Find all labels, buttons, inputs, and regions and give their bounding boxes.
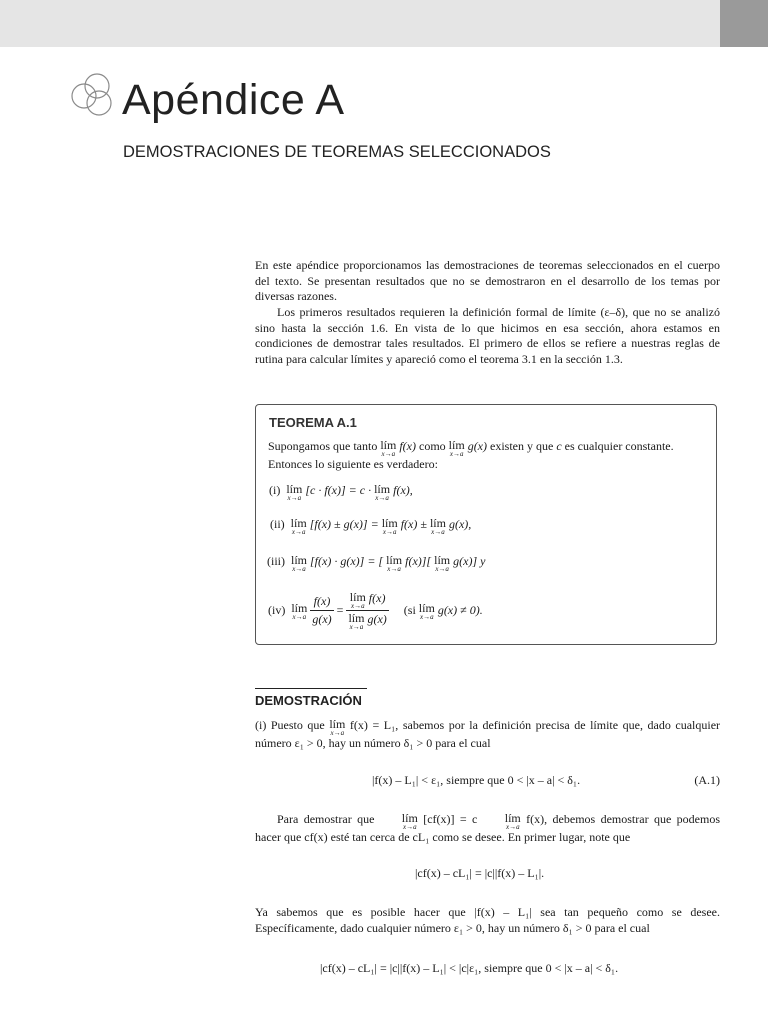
equation-a1: |f(x) – L₁| < ε₁, siempre que 0 < |x – a| < δ₁. [372,773,581,787]
theorem-item-i: (i) lím x→a [c · f(x)] = c · lím x→a f(x), [269,482,413,502]
theorem-item-ii: (ii) lím x→a [f(x) ± g(x)] = lím x→a f(x) ± lím x→a g(x), [270,516,472,536]
proof-paragraph-1: (i) Puesto que lím x→a f(x) = L₁, sabemos por la definición precisa de límite que, dado cualquier número ε₁ > 0, hay un número δ₁ > 0 para el cual [255,717,721,750]
limit-operator: lím x→a [448,438,465,458]
theorem-item-iii: (iii) lím x→a [f(x) · g(x)] = [ lím x→a f(x)][ lím x→a g(x)] y [267,553,486,573]
proof-rule [255,688,367,689]
theorem-item-iv: (iv) lím x→a $\frac{f(x)}{g(x)}$ = lím x→a f(x) lím x→a g(x) (si lím x→a g(x) ≠ 0). [268,590,483,631]
chapter-title: Apéndice A [122,76,345,124]
equation-3: |cf(x) – cL₁| = |c||f(x) – L₁| < |c|ε₁, siempre que 0 < |x – a| < δ₁. [320,961,619,975]
top-header-bar [0,0,768,47]
intro-paragraph-1: En este apéndice proporcionamos las demostraciones de teoremas seleccionados en el cuerpo del texto. Se presentan resultados que no se demostraron en el desarrollo de los temas por diversas razones. [255,258,720,303]
proof-heading: DEMOSTRACIÓN [255,693,362,708]
fraction-left: $\frac{f(x)}{g(x)}$ [312,594,332,626]
equation-2: |cf(x) – cL₁| = |c||f(x) – L₁|. [415,866,545,880]
proof-paragraph-3: Ya sabemos que es posible hacer que |f(x) – L₁| sea tan pequeño como se desee. Específicamente, dado cualquier número ε₁ > 0, hay un número δ₁ > 0 para el cual [255,905,720,935]
chapter-subtitle: DEMOSTRACIONES DE TEOREMAS SELECCIONADOS [123,143,551,161]
equation-label: (A.1) [694,773,720,787]
fraction-right: lím x→a f(x) lím x→a g(x) [348,590,387,631]
limit-operator: lím x→a [380,438,397,458]
intro-paragraph-2: Los primeros resultados requieren la definición formal de límite (ε–δ), que no se analizó sino hasta la sección 1.6. En vista de lo que hicimos en esa sección, ahora estamos en condiciones de demostrar tales resultados. El primero de ellos se refiere a nuestras reglas de rutina para calcular límites y apareció como el teorema 3.1 en la sección 1.3. [255,305,720,366]
theorem-intro: Supongamos que tanto lím x→a f(x) como lím x→a g(x) existen y que c es cualquier constante. Entonces lo siguiente es verdadero: [268,438,674,471]
theorem-box [255,404,717,645]
chapter-circles-icon [68,70,124,126]
proof-paragraph-2: Para demostrar que lím x→a [cf(x)] = c lím x→a f(x), debemos demostrar que podemos hacer que cf(x) esté tan cerca de cL₁ como se desee. En primer lugar, note que [255,811,720,844]
theorem-title: TEOREMA A.1 [269,415,357,430]
top-corner-tab [720,0,768,47]
